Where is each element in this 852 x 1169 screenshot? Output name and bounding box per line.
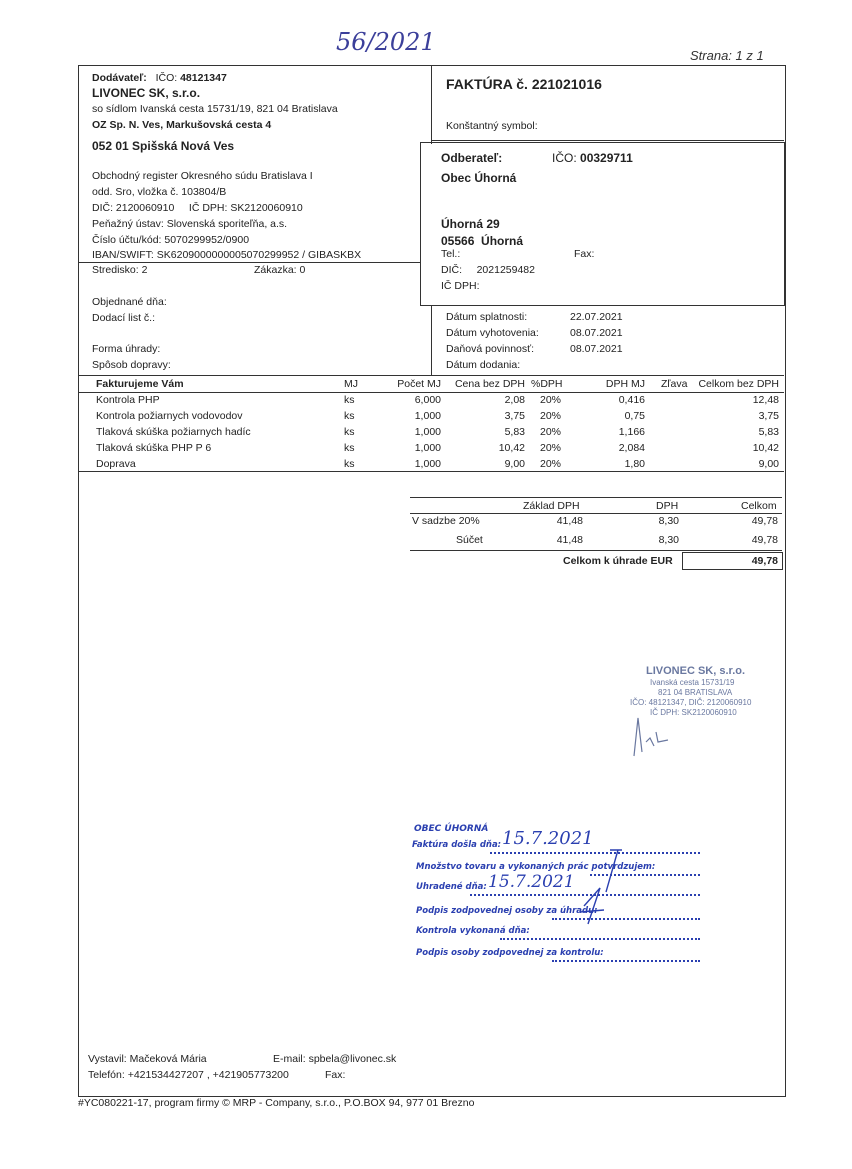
buyer-city: 05566 Úhorná xyxy=(441,234,524,248)
company-stamp-name: LIVONEC SK, s.r.o. xyxy=(646,665,746,677)
company-stamp-line2: 821 04 BRATISLAVA xyxy=(658,688,733,697)
cell-price: 10,42 xyxy=(498,442,525,454)
cell-item: Kontrola PHP xyxy=(96,394,160,406)
cell-price: 3,75 xyxy=(504,410,525,422)
rate-label: V sadzbe 20% xyxy=(412,515,480,527)
tax-date: 08.07.2021 xyxy=(570,343,623,355)
delivery-note: Dodací list č.: xyxy=(92,312,156,324)
cell-unit: ks xyxy=(344,442,355,454)
cell-vat-unit: 0,75 xyxy=(624,410,645,422)
supplier-bank: Peňažný ústav: Slovenská sporiteľňa, a.s. xyxy=(92,218,288,230)
delivery-date-label: Dátum dodania: xyxy=(446,359,521,371)
ordered-date: Objednané dňa: xyxy=(92,296,167,308)
footer-program: #YC080221-17, program firmy © MRP - Company, s.r.o., P.O.BOX 94, 977 01 Brezno xyxy=(78,1097,475,1109)
obec-stamp-row1: Faktúra došla dňa: xyxy=(412,840,502,850)
obec-stamp-row5: Kontrola vykonaná dňa: xyxy=(416,926,530,936)
th-discount: Zľava xyxy=(661,378,688,390)
cell-item: Kontrola požiarnych vodovodov xyxy=(96,410,243,422)
supplier-name: LIVONEC SK, s.r.o. xyxy=(92,86,201,100)
th-unit: MJ xyxy=(344,378,358,390)
cell-total: 9,00 xyxy=(758,458,779,470)
cell-unit: ks xyxy=(344,410,355,422)
tax-date-label: Daňová povinnosť: xyxy=(446,343,534,355)
obec-stamp-row2: Množstvo tovaru a vykonaných prác potvrdzujem: xyxy=(416,862,656,872)
cell-vat-unit: 1,80 xyxy=(624,458,645,470)
buyer-label: Odberateľ: xyxy=(441,151,503,165)
supplier-city: 052 01 Spišská Nová Ves xyxy=(92,139,235,153)
cell-total: 5,83 xyxy=(758,426,779,438)
cell-item: Tlaková skúška požiarnych hadíc xyxy=(96,426,251,438)
cell-qty: 1,000 xyxy=(414,458,441,470)
invoice-title: FAKTÚRA č. 221021016 xyxy=(446,76,602,92)
buyer-tel: Tel.: xyxy=(441,248,461,260)
table-top-rule xyxy=(78,375,784,376)
stredisko: Stredisko: 2 xyxy=(92,264,148,276)
sum-vat: 8,30 xyxy=(658,534,679,546)
cell-vat-rate: 20% xyxy=(540,442,562,454)
cell-qty: 1,000 xyxy=(414,442,441,454)
cell-price: 5,83 xyxy=(504,426,525,438)
total-label: Celkom k úhrade EUR xyxy=(563,555,673,567)
header-rule xyxy=(431,140,784,141)
sum-total: 49,78 xyxy=(751,534,778,546)
supplier-branch: OZ Sp. N. Ves, Markušovská cesta 4 xyxy=(92,119,272,131)
buyer-street: Úhorná 29 xyxy=(441,217,500,231)
supplier-dic: DIČ: 2120060910 IČ DPH: SK2120060910 xyxy=(92,202,303,214)
summary-sum-rule xyxy=(410,550,782,551)
cell-vat-rate: 20% xyxy=(540,426,562,438)
cell-item: Tlaková skúška PHP P 6 xyxy=(96,442,212,454)
cell-qty: 1,000 xyxy=(414,410,441,422)
th-vat-rate: %DPH xyxy=(531,378,563,390)
obec-stamp-dots-6 xyxy=(552,960,700,962)
obec-signatures xyxy=(570,846,640,936)
issued-by: Vystavil: Mačeková Mária xyxy=(88,1053,207,1065)
page-number: Strana: 1 z 1 xyxy=(690,48,764,63)
summary-top-rule xyxy=(410,497,782,498)
payment-form: Forma úhrady: xyxy=(92,343,161,355)
due-date-label: Dátum splatnosti: xyxy=(446,311,528,323)
table-header-rule xyxy=(78,392,784,393)
company-stamp-line3: IČO: 48121347, DIČ: 2120060910 xyxy=(630,698,752,707)
due-date: 22.07.2021 xyxy=(570,311,623,323)
footer-email: E-mail: spbela@livonec.sk xyxy=(273,1053,397,1065)
total-value: 49,78 xyxy=(751,555,778,567)
cell-qty: 1,000 xyxy=(414,426,441,438)
sum-h-base: Základ DPH xyxy=(523,500,580,512)
cell-unit: ks xyxy=(344,458,355,470)
obec-paid-date: 15.7.2021 xyxy=(488,872,575,892)
buyer-ico: IČO: 00329711 xyxy=(552,151,633,165)
th-qty: Počet MJ xyxy=(397,378,441,390)
supplier-register-2: odd. Sro, vložka č. 103804/B xyxy=(92,186,227,198)
th-vat-unit: DPH MJ xyxy=(605,378,645,390)
buyer-fax: Fax: xyxy=(574,248,595,260)
company-stamp-line1: Ivanská cesta 15731/19 xyxy=(650,678,735,687)
cell-item: Doprava xyxy=(96,458,136,470)
handwritten-document-number: 56/2021 xyxy=(336,28,436,56)
th-total: Celkom bez DPH xyxy=(698,378,779,390)
sum-h-total: Celkom xyxy=(741,500,777,512)
buyer-icdph: IČ DPH: xyxy=(441,280,480,292)
issue-date: 08.07.2021 xyxy=(570,327,623,339)
buyer-name: Obec Úhorná xyxy=(441,171,517,185)
zakazka: Zákazka: 0 xyxy=(254,264,306,276)
transport-method: Spôsob dopravy: xyxy=(92,359,171,371)
cell-total: 3,75 xyxy=(758,410,779,422)
cell-total: 12,48 xyxy=(752,394,779,406)
constant-symbol: Konštantný symbol: xyxy=(446,120,538,132)
company-stamp-line4: IČ DPH: SK2120060910 xyxy=(650,708,737,717)
header-divider xyxy=(431,66,432,144)
obec-stamp-row6: Podpis osoby zodpovednej za kontrolu: xyxy=(416,948,604,958)
company-signature xyxy=(628,712,678,760)
cell-price: 9,00 xyxy=(504,458,525,470)
rate-vat: 8,30 xyxy=(658,515,679,527)
supplier-register: Obchodný register Okresného súdu Bratislava I xyxy=(92,170,313,182)
cell-unit: ks xyxy=(344,426,355,438)
supplier-iban: IBAN/SWIFT: SK6209000000005070299952 / GIBASKBX xyxy=(92,249,362,261)
footer-fax: Fax: xyxy=(325,1069,346,1081)
sum-base: 41,48 xyxy=(556,534,583,546)
obec-stamp-dots-5 xyxy=(500,938,700,940)
cell-qty: 6,000 xyxy=(414,394,441,406)
th-item: Fakturujeme Vám xyxy=(96,378,184,390)
cell-vat-unit: 2,084 xyxy=(618,442,645,454)
cell-price: 2,08 xyxy=(504,394,525,406)
summary-header-rule xyxy=(410,513,782,514)
obec-stamp-row4: Podpis zodpovednej osoby za úhradu: xyxy=(416,906,598,916)
obec-stamp-title: OBEC ÚHORNÁ xyxy=(414,824,489,834)
rate-total: 49,78 xyxy=(751,515,778,527)
rate-base: 41,48 xyxy=(556,515,583,527)
cell-vat-rate: 20% xyxy=(540,458,562,470)
th-price: Cena bez DPH xyxy=(454,378,525,390)
cell-total: 10,42 xyxy=(752,442,779,454)
supplier-label: Dodávateľ: IČO: 48121347 xyxy=(92,72,227,84)
issue-date-label: Dátum vyhotovenia: xyxy=(446,327,539,339)
table-bottom-rule xyxy=(78,471,784,472)
sum-h-vat: DPH xyxy=(656,500,679,512)
supplier-seat: so sídlom Ivanská cesta 15731/19, 821 04 Bratislava xyxy=(92,103,338,115)
obec-stamp-row3: Uhradené dňa: xyxy=(416,882,487,892)
cell-vat-unit: 1,166 xyxy=(618,426,645,438)
cell-vat-rate: 20% xyxy=(540,394,562,406)
cell-unit: ks xyxy=(344,394,355,406)
obec-received-date: 15.7.2021 xyxy=(502,828,594,849)
sum-label: Súčet xyxy=(456,534,483,546)
supplier-account: Číslo účtu/kód: 5070299952/0900 xyxy=(92,234,250,246)
footer-phone: Telefón: +421534427207 , +421905773200 xyxy=(88,1069,289,1081)
cell-vat-unit: 0,416 xyxy=(618,394,645,406)
buyer-dic: DIČ: 2021259482 xyxy=(441,264,535,276)
dates-divider xyxy=(431,305,432,375)
supplier-rule xyxy=(78,262,420,263)
cell-vat-rate: 20% xyxy=(540,410,562,422)
